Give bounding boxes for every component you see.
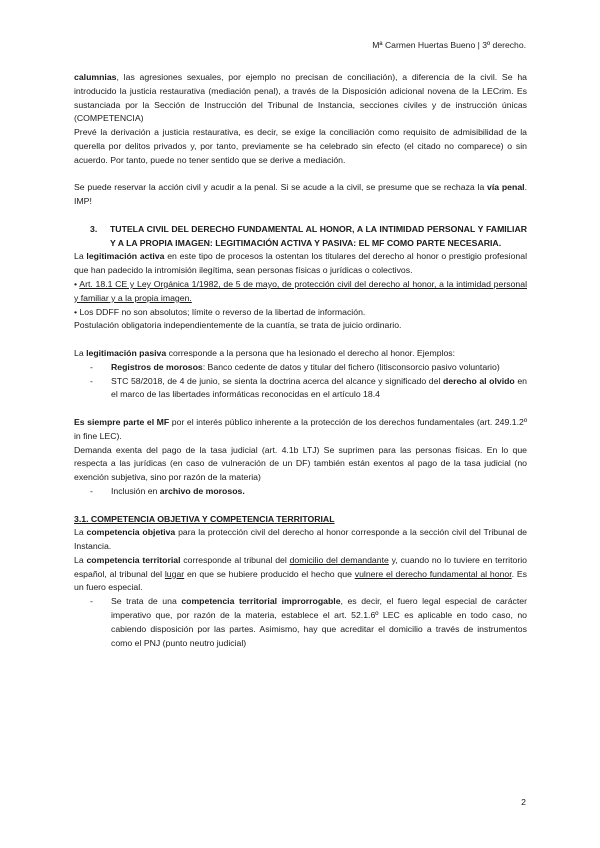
paragraph-competencia-territorial: La competencia territorial corresponde al tribunal del domicilio del demandante y, cuando no lo tuviere en territorio español, al tribunal del lugar en que se hubiere producido el hecho que vulnere el derecho fundamental al honor. Es un fuero especial. [74,554,527,593]
list-item-stc: - STC 58/2018, de 4 de junio, se sienta la doctrina acerca del alcance y significado del derecho al olvido en el marco de las libertades informáticas reconocidas en el artículo 18.4 [90,375,527,400]
paragraph-justicia-restaurativa: Prevé la derivación a justicia restaurativa, es decir, se exige la conciliación como requisito de admisibilidad de la querella por delitos privados y, por tanto, previamente se ha celebrado sin efecto (el citado no comparece) o sin acuerdo. Por tanto, puede no tener sentido que se derive a mediación. [74,127,527,165]
list-item-registros: - Registros de morosos: Banco cedente de datos y titular del fichero (litisconsorcio pasivo voluntario) [90,361,500,372]
paragraph-legitimacion-activa: La legitimación activa en este tipo de procesos la ostentan los titulares del derecho al honor o prestigio profesional que han padecido la intromisión ilegítima, sean personas físicas o jurídicas o colectivos. [74,251,527,276]
document-body [74,71,527,650]
paragraph-legitimacion-pasiva: La legitimación pasiva corresponde a la persona que ha lesionado el derecho al honor. Ejemplos: [74,347,456,358]
paragraph-mf: Es siempre parte el MF por el interés público inherente a la protección de los derechos fundamentales (art. 249.1.2º in fine LEC). [74,416,528,441]
page-header: Mª Carmen Huertas Bueno | 3º derecho. [372,40,526,50]
page-number: 2 [521,797,526,807]
paragraph-competencia-objetiva: La competencia objetiva para la protección civil del derecho al honor corresponde a la sección civil del Tribunal de Instancia. [74,527,528,552]
paragraph-calumnias: calumnias, las agresiones sexuales, por ejemplo no precisan de conciliación), a diferencia de la civil. Se ha introducido la justicia restaurativa (mediación penal), a través de la Disposición adicional novena de la LECrim. Es sustanciada por la Sección de Instrucción del Tribunal de Instancia, secciones civiles y de instrucción únicas (COMPETENCIA) [74,72,527,124]
bullet-ddff: • Los DDFF no son absolutos; límite o reverso de la libertad de información. [74,306,366,317]
paragraph-reserva-accion: Se puede reservar la acción civil y acudir a la penal. Si se acude a la civil, se presume que se rechaza la vía penal. IMP! [74,182,527,207]
paragraph-postulacion: Postulación obligatoria independientemente de la cuantía, se trata de juicio ordinario. [74,320,402,331]
list-item-improrrogable: - Se trata de una competencia territorial improrrogable, es decir, el fuero legal especial de carácter imperativo que, por razón de la materia, establece el art. 52.1.6º LEC es aplicable en todo caso, no cabiendo disposición por las partes. Asimismo, hay que acreditar el domicilio a través de instrumentos como el PNJ (punto neutro judicial) [90,596,528,648]
section-3-heading: 3. TUTELA CIVIL DEL DERECHO FUNDAMENTAL AL HONOR, A LA INTIMIDAD PERSONAL Y FAMILIAR Y A LA PROPIA IMAGEN: LEGITIMACIÓN ACTIVA Y PASIVA: EL MF COMO PARTE NECESARIA. [90,223,527,248]
paragraph-tasa-judicial: Demanda exenta del pago de la tasa judicial (art. 4.1b LTJ) Se suprimen para las personas físicas. En lo que respecta a las jurídicas (en caso de vulneración de un DF) también están exentos al pago de la tasa judicial (no exención subjetiva, sino por razón de la materia) [74,444,527,483]
section-3-1-heading: 3.1. COMPETENCIA OBJETIVA Y COMPETENCIA TERRITORIAL [74,513,335,524]
bullet-art-18: • Art. 18.1 CE y Ley Orgánica 1/1982, de 5 de mayo, de protección civil del derecho al honor, a la intimidad personal y familiar y a la propia imagen. [74,278,528,303]
list-item-morosos: - Inclusión en archivo de morosos. [90,485,245,496]
